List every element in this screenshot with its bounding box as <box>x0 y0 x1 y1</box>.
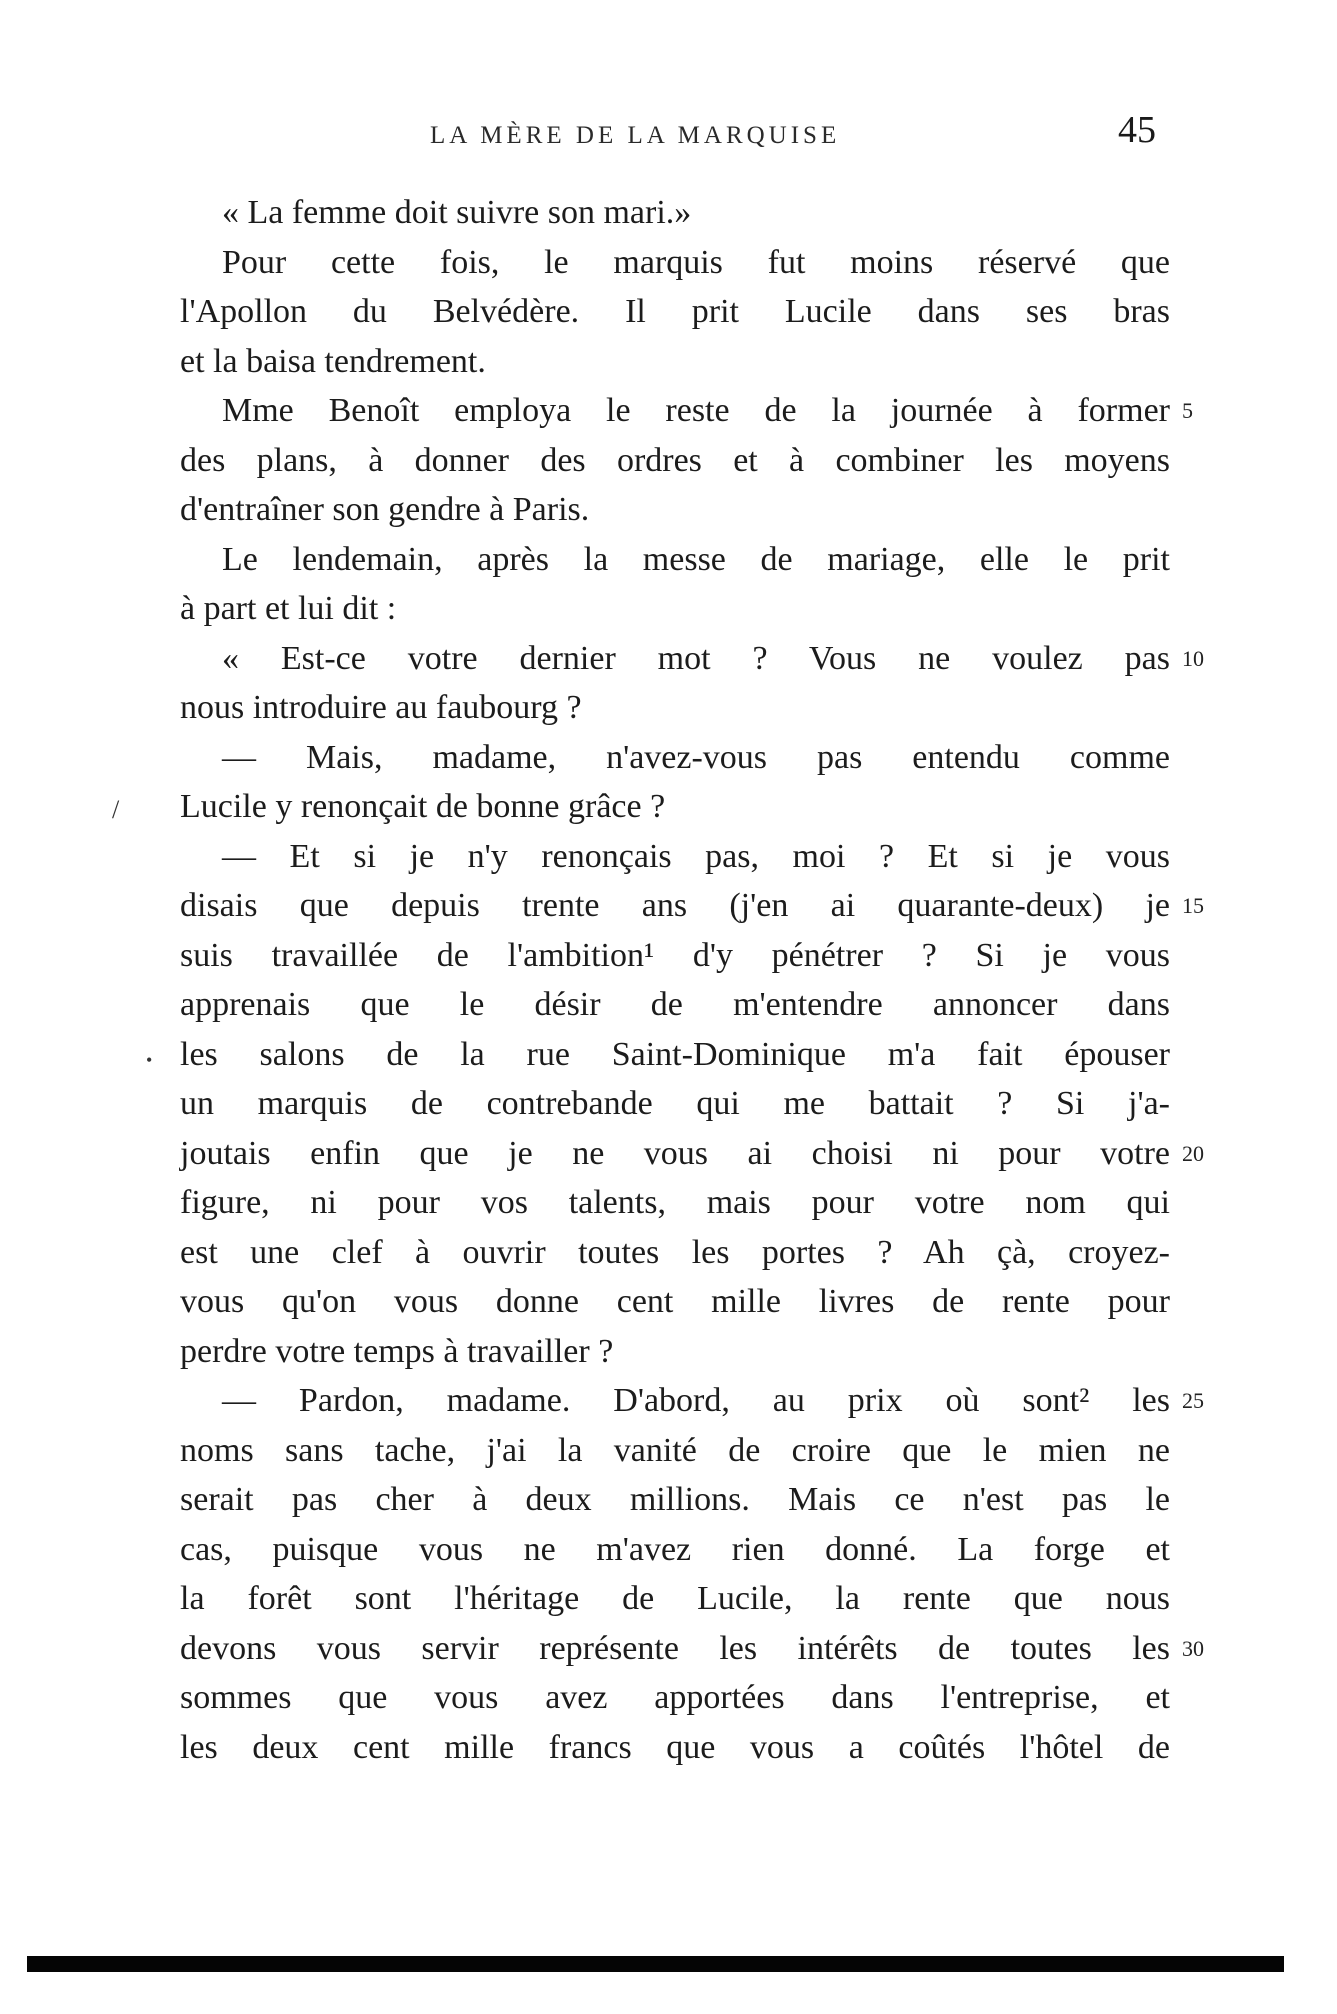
text-line <box>180 733 1170 783</box>
text-line-content: suis travaillée de l'ambition¹ d'y pénétrer ? Si je vous <box>180 936 1170 974</box>
text-line-content: figure, ni pour vos talents, mais pour votre nom qui <box>180 1184 1170 1221</box>
text-line-content: vous qu'on vous donne cent mille livres de rente pour <box>180 1283 1170 1320</box>
text-line <box>180 1030 1170 1080</box>
text-line-content: la forêt sont l'héritage de Lucile, la rente que nous <box>180 1580 1170 1617</box>
text-line-content: disais que depuis trente ans (j'en ai quarante-deux) je <box>180 887 1170 924</box>
text-line <box>180 1327 1170 1377</box>
text-line-content: Le lendemain, après la messe de mariage, elle le prit <box>222 540 1170 578</box>
text-line <box>180 1079 1170 1129</box>
text-line-content: serait pas cher à deux millions. Mais ce n'est pas le <box>180 1481 1170 1518</box>
text-line <box>180 1277 1170 1327</box>
text-line <box>180 1426 1170 1476</box>
text-line-content: nous introduire au faubourg ? <box>180 689 582 726</box>
body-text <box>180 188 1204 1772</box>
line-number: 15 <box>1182 893 1204 918</box>
text-line-content: — Pardon, madame. D'abord, au prix où sont² les <box>222 1382 1170 1419</box>
text-line-content: joutais enfin que je ne vous ai choisi ni pour votre <box>180 1134 1170 1172</box>
text-line-content: un marquis de contrebande qui me battait ? Si j'a- <box>180 1085 1170 1122</box>
line-number: 25 <box>1182 1388 1204 1413</box>
text-line-content: et la baisa tendrement. <box>180 342 486 380</box>
running-title: LA MÈRE DE LA MARQUISE <box>430 122 841 149</box>
margin-dot-mark: • <box>146 1050 153 1070</box>
text-line <box>180 1673 1170 1723</box>
text-line-content: d'entraîner son gendre à Paris. <box>180 491 590 528</box>
text-line <box>180 1574 1170 1624</box>
text-line-content: cas, puisque vous ne m'avez rien donné. La forge et <box>180 1530 1170 1568</box>
text-line <box>180 1129 1204 1179</box>
text-line <box>180 931 1170 981</box>
line-number: 5 <box>1182 398 1193 423</box>
text-line-content: sommes que vous avez apportées dans l'entreprise, et <box>180 1679 1170 1716</box>
text-line <box>180 980 1170 1030</box>
text-line <box>180 1624 1204 1674</box>
text-line <box>180 832 1170 882</box>
line-number: 20 <box>1182 1140 1204 1166</box>
text-line <box>180 535 1170 585</box>
text-line <box>180 386 1193 436</box>
text-line-content: — Et si je n'y renonçais pas, moi ? Et si je vous <box>222 837 1170 875</box>
text-line-content: « Est-ce votre dernier mot ? Vous ne voulez pas <box>222 639 1170 677</box>
text-line <box>180 1525 1170 1575</box>
text-line-content: devons vous servir représente les intérêts de toutes les <box>180 1629 1170 1667</box>
text-line-content: Lucile y renonçait de bonne grâce ? <box>180 788 666 825</box>
scan-edge-bar <box>27 1956 1284 1972</box>
text-line-content: à part et lui dit : <box>180 590 397 627</box>
text-line-content: — Mais, madame, n'avez-vous pas entendu comme <box>222 738 1170 776</box>
line-number: 30 <box>1182 1635 1204 1661</box>
text-line <box>180 436 1170 486</box>
text-line-content: « La femme doit suivre son mari.» <box>222 194 692 231</box>
text-line <box>180 1475 1170 1525</box>
text-line <box>180 485 1170 535</box>
text-line-content: Pour cette fois, le marquis fut moins réservé que <box>222 243 1170 281</box>
text-line <box>180 1376 1204 1426</box>
text-line-content: des plans, à donner des ordres et à combiner les moyens <box>180 441 1170 479</box>
text-line <box>180 881 1204 931</box>
text-line <box>180 782 1170 832</box>
text-line <box>180 287 1170 337</box>
text-line <box>180 1178 1170 1228</box>
text-line-content: apprenais que le désir de m'entendre annoncer dans <box>180 986 1170 1023</box>
margin-slash-mark: / <box>112 795 120 824</box>
text-line <box>180 188 1170 238</box>
text-line-content: les deux cent mille francs que vous a coûtés l'hôtel de <box>180 1728 1170 1766</box>
text-line <box>180 683 1170 733</box>
text-line-content: les salons de la rue Saint-Dominique m'a fait épouser <box>180 1035 1170 1073</box>
text-line <box>180 634 1204 684</box>
text-line <box>180 1723 1170 1773</box>
text-line-content: perdre votre temps à travailler ? <box>180 1332 614 1370</box>
line-number: 10 <box>1182 645 1204 671</box>
text-line <box>180 1228 1170 1278</box>
text-line-content: est une clef à ouvrir toutes les portes ? Ah çà, croyez- <box>180 1233 1170 1271</box>
text-line <box>180 238 1170 288</box>
text-line-content: l'Apollon du Belvédère. Il prit Lucile dans ses bras <box>180 293 1170 330</box>
page-number: 45 <box>1118 109 1156 151</box>
text-line-content: Mme Benoît employa le reste de la journée à former <box>222 392 1170 429</box>
text-line-content: noms sans tache, j'ai la vanité de croire que le mien ne <box>180 1431 1170 1469</box>
text-line <box>180 337 1170 387</box>
text-line <box>180 584 1170 634</box>
